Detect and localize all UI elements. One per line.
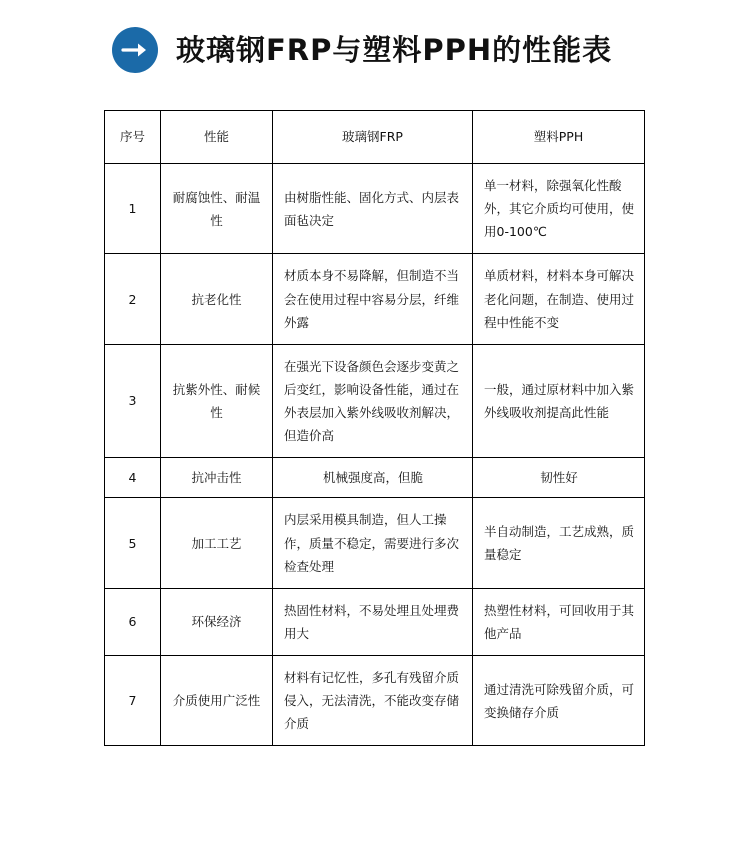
table-row <box>105 656 645 746</box>
column-header-pph: 塑料PPH <box>473 111 645 164</box>
cell-frp: 内层采用模具制造，但人工操作，质量不稳定，需要进行多次检查处理 <box>273 498 473 588</box>
cell-property: 介质使用广泛性 <box>161 656 273 746</box>
cell-frp: 材料有记忆性，多孔有残留介质侵入，无法清洗，不能改变存储介质 <box>273 656 473 746</box>
cell-pph: 韧性好 <box>473 458 645 498</box>
cell-pph: 半自动制造，工艺成熟，质量稳定 <box>473 498 645 588</box>
table-row <box>105 254 645 344</box>
spec-table <box>104 110 645 746</box>
cell-pph: 热塑性材料，可回收用于其他产品 <box>473 588 645 655</box>
cell-frp: 材质本身不易降解，但制造不当会在使用过程中容易分层，纤维外露 <box>273 254 473 344</box>
arrow-right-icon <box>112 27 158 73</box>
cell-frp: 热固性材料，不易处埋且处埋费用大 <box>273 588 473 655</box>
cell-pph: 一般，通过原材料中加入紫外线吸收剂提高此性能 <box>473 344 645 458</box>
cell-property: 抗紫外性、耐候性 <box>161 344 273 458</box>
cell-no: 7 <box>105 656 161 746</box>
table-row <box>105 458 645 498</box>
column-header-frp: 玻璃钢FRP <box>273 111 473 164</box>
cell-frp: 在强光下设备颜色会逐步变黄之后变红，影响设备性能，通过在外表层加入紫外线吸收剂解决，但造价高 <box>273 344 473 458</box>
table-header-row <box>105 111 645 164</box>
cell-no: 3 <box>105 344 161 458</box>
cell-pph: 单一材料，除强氧化性酸外，其它介质均可使用，使用0-100℃ <box>473 164 645 254</box>
page-title: 玻璃钢FRP与塑料PPH的性能表 <box>176 32 613 67</box>
cell-no: 1 <box>105 164 161 254</box>
column-header-no: 序号 <box>105 111 161 164</box>
spec-table-container <box>104 110 644 746</box>
cell-pph: 通过清洗可除残留介质，可变换储存介质 <box>473 656 645 746</box>
page-header <box>0 0 750 78</box>
cell-property: 耐腐蚀性、耐温性 <box>161 164 273 254</box>
table-row <box>105 588 645 655</box>
cell-no: 2 <box>105 254 161 344</box>
cell-no: 5 <box>105 498 161 588</box>
column-header-property: 性能 <box>161 111 273 164</box>
cell-property: 加工工艺 <box>161 498 273 588</box>
cell-no: 4 <box>105 458 161 498</box>
table-row <box>105 344 645 458</box>
table-row <box>105 164 645 254</box>
cell-no: 6 <box>105 588 161 655</box>
cell-frp: 机械强度高，但脆 <box>273 458 473 498</box>
cell-frp: 由树脂性能、固化方式、内层表面毡决定 <box>273 164 473 254</box>
cell-property: 环保经济 <box>161 588 273 655</box>
cell-property: 抗冲击性 <box>161 458 273 498</box>
cell-pph: 单质材料，材料本身可解决老化问题，在制造、使用过程中性能不变 <box>473 254 645 344</box>
cell-property: 抗老化性 <box>161 254 273 344</box>
table-row <box>105 498 645 588</box>
